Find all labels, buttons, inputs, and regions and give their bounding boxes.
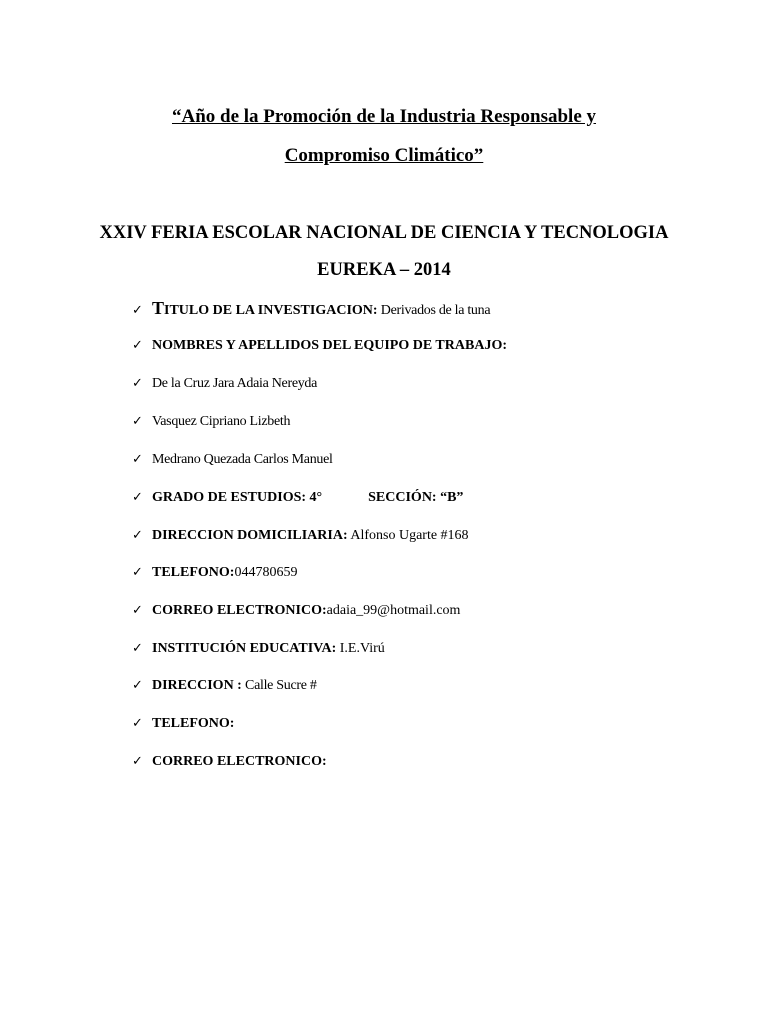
check-mark-icon: ✓ [132, 528, 143, 543]
telefono-value: 044780659 [234, 565, 298, 580]
seccion-label: SECCIÓN: “B” [368, 490, 464, 505]
correo-2-label: CORREO ELECTRONICO: [152, 754, 327, 769]
check-mark-icon: ✓ [132, 338, 143, 353]
fair-title [0, 223, 768, 244]
member-2-name: Vasquez Cipriano Lizbeth [152, 414, 291, 429]
check-mark-icon: ✓ [132, 452, 143, 467]
member-3-name: Medrano Quezada Carlos Manuel [152, 452, 333, 467]
list-item-direccion [132, 676, 317, 696]
grado-label: GRADO DE ESTUDIOS: 4° [152, 490, 323, 505]
institucion-label: INSTITUCIÓN EDUCATIVA: [152, 641, 337, 656]
direccion-domiciliaria-label: DIRECCION DOMICILIARIA: [152, 528, 348, 543]
member-1-name: De la Cruz Jara Adaia Nereyda [152, 376, 318, 391]
list-item-titulo [132, 298, 490, 321]
list-item-member-1 [132, 374, 317, 394]
list-item-telefono [132, 563, 297, 583]
check-mark-icon: ✓ [132, 303, 143, 318]
titulo-first-letter: T [152, 298, 165, 318]
check-mark-icon: ✓ [132, 641, 143, 656]
nombres-label: NOMBRES Y APELLIDOS DEL EQUIPO DE TRABAJO: [152, 338, 507, 353]
check-mark-icon: ✓ [132, 376, 143, 391]
fair-subtitle-text: EUREKA – 2014 [317, 260, 451, 280]
list-item-member-3 [132, 450, 333, 470]
header-line-2-text: Compromiso Climático” [284, 145, 484, 166]
list-item-correo [132, 601, 460, 621]
telefono-label: TELEFONO: [152, 565, 235, 580]
check-mark-icon: ✓ [132, 565, 143, 580]
header-line-2 [0, 145, 768, 167]
check-mark-icon: ✓ [132, 678, 143, 693]
telefono-2-label: TELEFONO: [152, 716, 235, 731]
list-item-nombres [132, 336, 507, 356]
list-item-member-2 [132, 412, 290, 432]
check-mark-icon: ✓ [132, 716, 143, 731]
fair-title-text: XXIV FERIA ESCOLAR NACIONAL DE CIENCIA Y TECNOLOGIA [99, 223, 669, 243]
check-mark-icon: ✓ [132, 754, 143, 769]
list-item-correo-2 [132, 752, 327, 772]
direccion-domiciliaria-value: Alfonso Ugarte #168 [347, 528, 469, 543]
list-item-telefono-2 [132, 714, 234, 734]
list-item-direccion-domiciliaria [132, 526, 469, 546]
titulo-label: ITULO DE LA INVESTIGACION: [164, 303, 378, 318]
header-line-1 [0, 106, 768, 128]
direccion-value: Calle Sucre # [241, 678, 317, 693]
check-mark-icon: ✓ [132, 414, 143, 429]
list-item-institucion [132, 639, 385, 659]
institucion-value: I.E.Virú [336, 641, 385, 656]
correo-value: adaia_99@hotmail.com [326, 603, 461, 618]
header-line-1-text: “Año de la Promoción de la Industria Responsable y [171, 106, 597, 127]
fair-subtitle [0, 260, 768, 281]
titulo-value: Derivados de la tuna [377, 303, 491, 318]
check-mark-icon: ✓ [132, 603, 143, 618]
list-item-grado [132, 488, 463, 508]
correo-label: CORREO ELECTRONICO: [152, 603, 327, 618]
check-mark-icon: ✓ [132, 490, 143, 505]
direccion-label: DIRECCION : [152, 678, 242, 693]
